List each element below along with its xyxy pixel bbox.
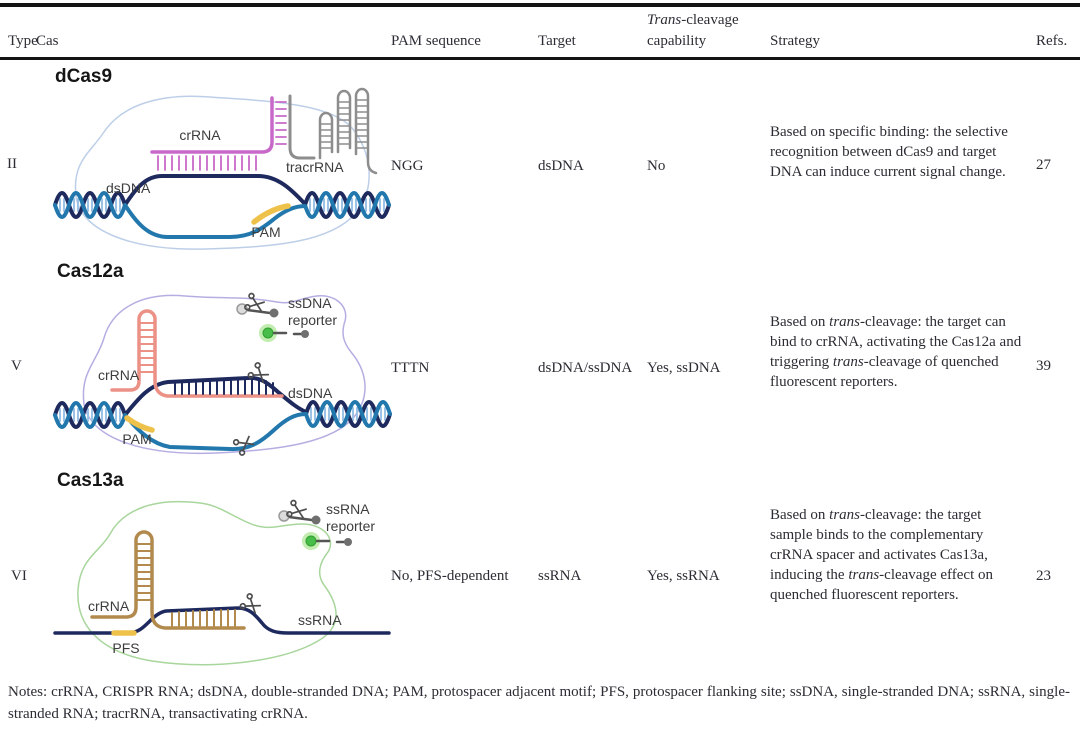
tracrrna-label: tracrRNA: [286, 159, 344, 175]
pam-label: PAM: [251, 224, 281, 240]
dsdna-label: dsDNA: [106, 180, 151, 196]
table-notes: Notes: crRNA, CRISPR RNA; dsDNA, double-stranded DNA; PAM, protospacer adjacent motif; PFS, protospacer flanking site; ssDNA, single-stranded DNA; ssRNA, single-stranded RNA; tracrRNA, transactivating crRNA.: [8, 684, 1070, 722]
target-value-row2: dsDNA/ssDNA: [538, 360, 633, 376]
target-strand-top: [125, 176, 305, 205]
strategy-row2: Based on trans-cleavage: the target can bind to crRNA, activating the Cas12a and triggering trans-cleavage of quenched fluorescent reporters.: [770, 314, 1022, 390]
ref-row1: 27: [1036, 157, 1051, 173]
col-header-type: Type: [8, 33, 38, 49]
reporter-label-line1: ssRNA: [326, 501, 370, 517]
pam-label: PAM: [122, 431, 152, 447]
trans-value-row2: Yes, ssDNA: [647, 360, 721, 376]
trans-value-row3: Yes, ssRNA: [647, 568, 720, 584]
pam-value-row3: No, PFS-dependent: [391, 568, 509, 584]
reporter-quenched: [237, 293, 279, 318]
crrna-label: crRNA: [98, 367, 140, 383]
reporter-label-line1: ssDNA: [288, 295, 332, 311]
dsdna-helix-left: [55, 403, 125, 427]
table-top-rule: [0, 3, 1080, 7]
reporter-quenched: [279, 500, 321, 525]
strategy-row1: Based on specific binding: the selective recognition between dCas9 and target DNA can induce current signal change.: [770, 124, 1008, 180]
type-value-row1: II: [7, 156, 17, 172]
hybrid-ticks: [175, 379, 273, 394]
cas13a-diagram: [50, 470, 395, 670]
ssrna-label: ssRNA: [298, 612, 342, 628]
reporter-label-line2: reporter: [288, 312, 338, 328]
crrna-label: crRNA: [179, 127, 221, 143]
col-header-target: Target: [538, 33, 576, 49]
col-header-pam: PAM sequence: [391, 33, 481, 49]
col-header-strategy: Strategy: [770, 33, 820, 49]
ref-row2: 39: [1036, 358, 1051, 374]
cas12a-diagram: [50, 272, 395, 467]
target-value-row3: ssRNA: [538, 568, 582, 584]
cas-title-cas13a: Cas13a: [57, 470, 124, 491]
pam-value-row1: NGG: [391, 158, 424, 174]
type-value-row3: VI: [11, 568, 27, 584]
strategy-row3: Based on trans-cleavage: the target sample binds to the complementary crRNA spacer and activates Cas13a, inducing the trans-cleavage effect on quenched fluorescent reporters.: [770, 507, 993, 603]
col-header-refs: Refs.: [1036, 33, 1068, 49]
table-header-rule: [0, 57, 1080, 60]
cas-title-dcas9: dCas9: [55, 66, 113, 87]
dsdna-helix-right: [305, 193, 389, 217]
reporter-label-line2: reporter: [326, 518, 376, 534]
trans-value-row1: No: [647, 158, 666, 174]
target-value-row1: dsDNA: [538, 158, 584, 174]
dcas9-diagram: [50, 80, 395, 265]
crrna-label: crRNA: [88, 598, 130, 614]
col-header-trans-line1: Trans-cleavage: [647, 12, 739, 28]
col-header-trans-line2: capability: [647, 33, 707, 49]
ref-row3: 23: [1036, 568, 1051, 584]
dsdna-label: dsDNA: [288, 385, 333, 401]
type-value-row2: V: [11, 358, 22, 374]
pam-value-row2: TTTN: [391, 360, 430, 376]
col-header-cas: Cas: [36, 33, 59, 49]
dsdna-helix-left: [55, 193, 125, 217]
pfs-label: PFS: [112, 640, 140, 656]
cas-title-cas12a: Cas12a: [57, 261, 124, 282]
